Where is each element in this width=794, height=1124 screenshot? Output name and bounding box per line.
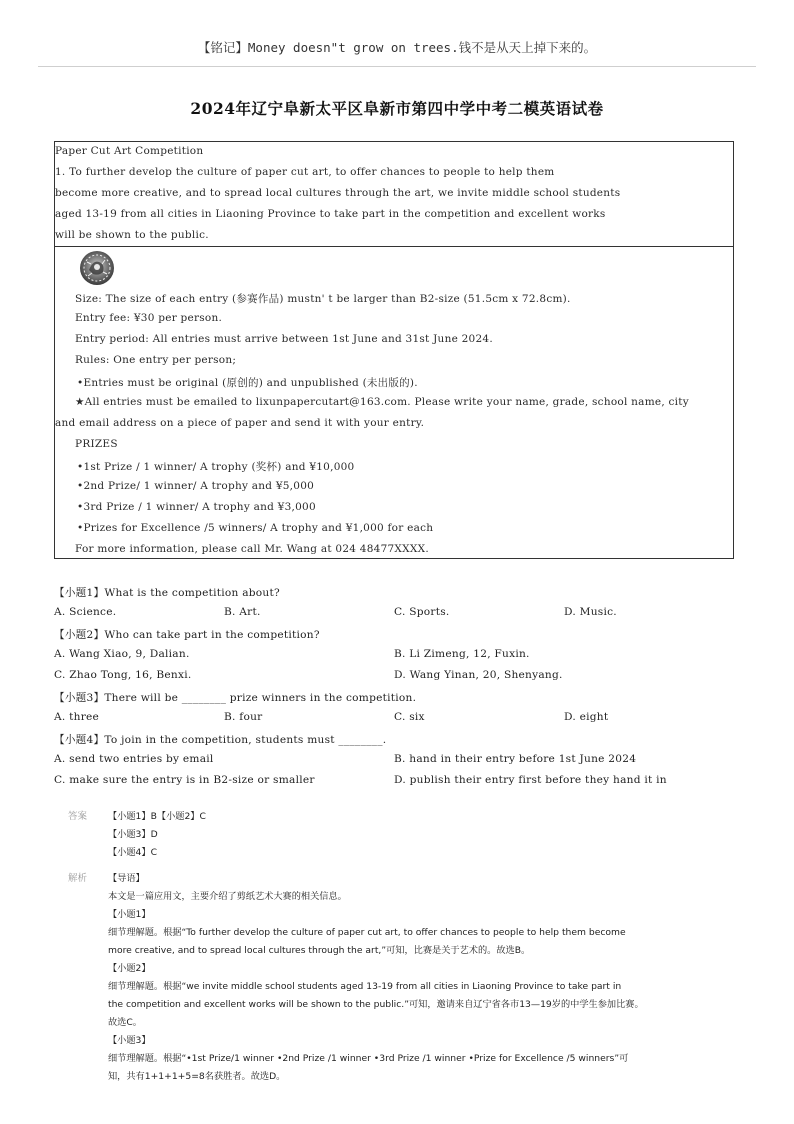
analysis-line: 细节理解题。根据“•1st Prize/1 winner •2nd Prize /1 winner •3rd Prize /1 winner •Prize for Excellence /5 winners”可 xyxy=(108,1053,629,1064)
passage-period: Entry period: All entries must arrive between 1st June and 31st June 2024. xyxy=(75,333,493,345)
question-2-option-a: A. Wang Xiao, 9, Dalian. xyxy=(54,648,190,660)
question-1-option-b: B. Art. xyxy=(224,606,261,618)
question-3-option-a: A. three xyxy=(54,711,100,723)
passage-prize-item: •Prizes for Excellence /5 winners/ A trophy and ¥1,000 for each xyxy=(77,522,434,534)
analysis-line: more creative, and to spread local cultures through the art,”可知，比赛是关于艺术的。故选B。 xyxy=(108,945,531,956)
question-4-option-b: B. hand in their entry before 1st June 2024 xyxy=(394,753,637,765)
question-1-stem: 【小题1】What is the competition about? xyxy=(54,587,280,599)
question-2-option-c: C. Zhao Tong, 16, Benxi. xyxy=(54,669,192,681)
analysis-line: 【小题2】 xyxy=(108,963,151,974)
answer-line: 【小题1】B【小题2】C xyxy=(108,811,206,822)
question-2-option-d: D. Wang Yinan, 20, Shenyang. xyxy=(394,669,563,681)
question-3-option-c: C. six xyxy=(394,711,425,723)
page-title: 2024年辽宁阜新太平区阜新市第四中学中考二模英语试卷 xyxy=(190,99,604,118)
passage-size: Size: The size of each entry (参赛作品) mustn' t be larger than B2-size (51.5cm x 72.8cm). xyxy=(75,293,571,305)
answer-label: 答案 xyxy=(68,811,88,822)
question-1-option-d: D. Music. xyxy=(564,606,617,618)
question-4-option-d: D. publish their entry first before they hand it in xyxy=(394,774,667,786)
passage-prize-item: •2nd Prize/ 1 winner/ A trophy and ¥5,000 xyxy=(77,480,315,492)
passage-prizes-heading: PRIZES xyxy=(75,438,118,450)
question-4-option-c: C. make sure the entry is in B2-size or smaller xyxy=(54,774,315,786)
passage-line: become more creative, and to spread local cultures through the art, we invite middle school students xyxy=(55,187,621,199)
analysis-line: 【小题1】 xyxy=(108,909,151,920)
question-2-option-b: B. Li Zimeng, 12, Fuxin. xyxy=(394,648,530,660)
analysis-label: 解析 xyxy=(68,873,88,884)
question-1-option-c: C. Sports. xyxy=(394,606,450,618)
passage-heading: Paper Cut Art Competition xyxy=(55,145,204,157)
analysis-line: the competition and excellent works will be shown to the public.”可知，邀请来自辽宁省各市13—19岁的中学生参加比赛。 xyxy=(108,999,644,1010)
motto: 【铭记】Money doesn"t grow on trees.钱不是从天上掉下来的。 xyxy=(197,40,597,55)
question-3-stem: 【小题3】There will be ________ prize winners in the competition. xyxy=(54,692,417,704)
question-1-option-a: A. Science. xyxy=(54,606,117,618)
analysis-line: 知，共有1+1+1+5=8名获胜者。故选D。 xyxy=(108,1071,286,1082)
passage-box-intro xyxy=(54,141,734,247)
answer-line: 【小题4】C xyxy=(108,847,158,858)
analysis-line: 【导语】 xyxy=(108,873,145,884)
passage-contact: For more information, please call Mr. Wang at 024 48477XXXX. xyxy=(75,543,429,555)
passage-prize-item: •3rd Prize / 1 winner/ A trophy and ¥3,000 xyxy=(77,501,316,513)
analysis-line: 细节理解题。根据“To further develop the culture of paper cut art, to offer chances to people to help them become xyxy=(108,927,626,938)
question-4-stem: 【小题4】To join in the competition, students must ________. xyxy=(54,734,387,746)
passage-rule-item: ★All entries must be emailed to lixunpapercutart@163.com. Please write your name, grade, school name, city xyxy=(75,396,689,408)
passage-fee: Entry fee: ¥30 per person. xyxy=(75,312,223,324)
question-2-stem: 【小题2】Who can take part in the competition? xyxy=(54,629,320,641)
passage-rule-item: •Entries must be original (原创的) and unpublished (未出版的). xyxy=(77,377,418,389)
answer-line: 【小题3】D xyxy=(108,829,158,840)
passage-box-details xyxy=(54,246,734,559)
analysis-line: 【小题3】 xyxy=(108,1035,151,1046)
question-3-option-b: B. four xyxy=(224,711,263,723)
passage-line: will be shown to the public. xyxy=(55,229,209,241)
passage-line: 1. To further develop the culture of paper cut art, to offer chances to people to help them xyxy=(55,166,555,178)
analysis-line: 本文是一篇应用文，主要介绍了剪纸艺术大赛的相关信息。 xyxy=(108,891,347,902)
passage-rule-item: and email address on a piece of paper and send it with your entry. xyxy=(55,417,425,429)
analysis-line: 细节理解题。根据“we invite middle school students aged 13-19 from all cities in Liaoning Province to take part in xyxy=(108,981,622,992)
question-3-option-d: D. eight xyxy=(564,711,609,723)
passage-prize-item: •1st Prize / 1 winner/ A trophy (奖杯) and ¥10,000 xyxy=(77,461,355,473)
question-4-option-a: A. send two entries by email xyxy=(54,753,214,765)
passage-rules: Rules: One entry per person; xyxy=(75,354,237,366)
paper-cut-image xyxy=(79,250,115,286)
passage-line: aged 13-19 from all cities in Liaoning Province to take part in the competition and excellent works xyxy=(55,208,606,220)
analysis-line: 故选C。 xyxy=(108,1017,142,1028)
header-divider xyxy=(38,66,756,67)
